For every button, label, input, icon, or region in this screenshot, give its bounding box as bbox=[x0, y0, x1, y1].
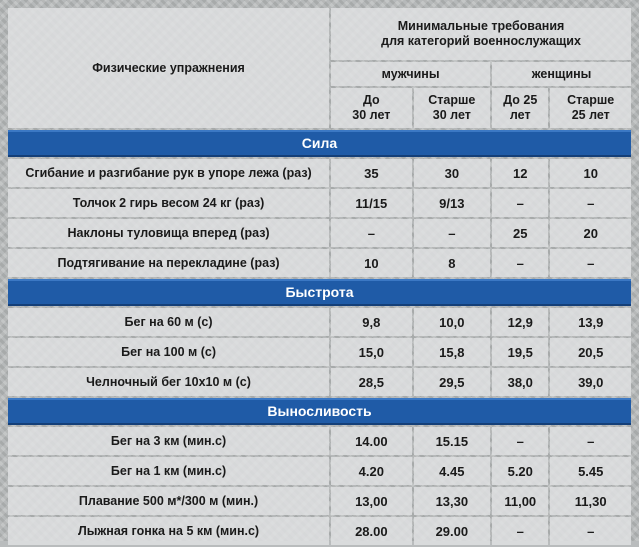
value-men-over-30: 8 bbox=[414, 249, 490, 277]
value-women-under-25: 19,5 bbox=[492, 338, 548, 366]
value-women-over-25: 10 bbox=[550, 159, 631, 187]
section-title: Быстрота bbox=[8, 279, 631, 306]
value-men-over-30: 4.45 bbox=[414, 457, 490, 485]
value-women-under-25: – bbox=[492, 249, 548, 277]
value-women-over-25: 5.45 bbox=[550, 457, 631, 485]
value-men-over-30: 15.15 bbox=[414, 427, 490, 455]
table-row bbox=[8, 368, 631, 396]
value-women-under-25: 5.20 bbox=[492, 457, 548, 485]
value-men-under-30: 28,5 bbox=[331, 368, 412, 396]
value-women-over-25: 20 bbox=[550, 219, 631, 247]
value-women-under-25: – bbox=[492, 517, 548, 545]
table-row bbox=[8, 338, 631, 366]
exercise-name: Бег на 60 м (с) bbox=[8, 308, 329, 336]
section-title: Сила bbox=[8, 130, 631, 157]
header-men-under-30-line2: 30 лет bbox=[352, 108, 391, 122]
value-women-under-25: 25 bbox=[492, 219, 548, 247]
value-men-under-30: 28.00 bbox=[331, 517, 412, 545]
section-row bbox=[8, 130, 631, 157]
value-men-under-30: 13,00 bbox=[331, 487, 412, 515]
table-row bbox=[8, 159, 631, 187]
value-women-under-25: 38,0 bbox=[492, 368, 548, 396]
header-women-over-25-line2: 25 лет bbox=[571, 108, 610, 122]
header-exercises-label: Физические упражнения bbox=[92, 60, 245, 75]
header-requirements-line1: Минимальные требования bbox=[397, 19, 565, 33]
value-men-under-30: 11/15 bbox=[331, 189, 412, 217]
value-men-under-30: 35 bbox=[331, 159, 412, 187]
header-men-under-30 bbox=[331, 88, 412, 128]
header-women-under-25-line2: лет bbox=[509, 108, 531, 122]
value-women-over-25: 39,0 bbox=[550, 368, 631, 396]
value-men-over-30: 29,5 bbox=[414, 368, 490, 396]
exercise-name: Сгибание и разгибание рук в упоре лежа (раз) bbox=[8, 159, 329, 187]
header-requirements bbox=[331, 8, 631, 60]
section-row bbox=[8, 279, 631, 306]
header-men-over-30-line2: 30 лет bbox=[432, 108, 471, 122]
exercise-name: Наклоны туловища вперед (раз) bbox=[8, 219, 329, 247]
exercise-name: Челночный бег 10х10 м (с) bbox=[8, 368, 329, 396]
value-men-under-30: 14.00 bbox=[331, 427, 412, 455]
exercise-name: Бег на 1 км (мин.с) bbox=[8, 457, 329, 485]
header-men-over-30 bbox=[414, 88, 490, 128]
exercise-name: Подтягивание на перекладине (раз) bbox=[8, 249, 329, 277]
value-women-over-25: – bbox=[550, 249, 631, 277]
exercise-name: Бег на 100 м (с) bbox=[8, 338, 329, 366]
value-men-under-30: – bbox=[331, 219, 412, 247]
table-row bbox=[8, 189, 631, 217]
value-men-under-30: 15,0 bbox=[331, 338, 412, 366]
header-women-under-25-line1: До 25 bbox=[503, 93, 538, 107]
value-women-over-25: – bbox=[550, 427, 631, 455]
table-row bbox=[8, 219, 631, 247]
table-row bbox=[8, 487, 631, 515]
section-row bbox=[8, 398, 631, 425]
value-women-under-25: 12 bbox=[492, 159, 548, 187]
header-men-over-30-line1: Старше bbox=[428, 93, 476, 107]
exercise-name: Бег на 3 км (мин.с) bbox=[8, 427, 329, 455]
value-men-over-30: 29.00 bbox=[414, 517, 490, 545]
value-women-over-25: 11,30 bbox=[550, 487, 631, 515]
header-women-over-25 bbox=[550, 88, 631, 128]
exercise-name: Плавание 500 м*/300 м (мин.) bbox=[8, 487, 329, 515]
value-men-under-30: 10 bbox=[331, 249, 412, 277]
value-women-under-25: 12,9 bbox=[492, 308, 548, 336]
value-men-over-30: 15,8 bbox=[414, 338, 490, 366]
header-women bbox=[492, 62, 631, 86]
value-women-under-25: 11,00 bbox=[492, 487, 548, 515]
section-title: Выносливость bbox=[8, 398, 631, 425]
value-women-over-25: 13,9 bbox=[550, 308, 631, 336]
header-requirements-line2: для категорий военнослужащих bbox=[381, 34, 581, 48]
value-women-over-25: 20,5 bbox=[550, 338, 631, 366]
table-row bbox=[8, 249, 631, 277]
value-men-over-30: – bbox=[414, 219, 490, 247]
value-men-over-30: 13,30 bbox=[414, 487, 490, 515]
value-men-over-30: 30 bbox=[414, 159, 490, 187]
header-exercises bbox=[8, 8, 329, 128]
value-women-under-25: – bbox=[492, 427, 548, 455]
header-women-over-25-line1: Старше bbox=[567, 93, 615, 107]
header-men bbox=[331, 62, 490, 86]
value-women-over-25: – bbox=[550, 189, 631, 217]
table-row bbox=[8, 427, 631, 455]
value-women-over-25: – bbox=[550, 517, 631, 545]
header-men-label: мужчины bbox=[381, 66, 440, 81]
exercise-name: Лыжная гонка на 5 км (мин.с) bbox=[8, 517, 329, 545]
header-women-label: женщины bbox=[531, 66, 592, 81]
value-men-under-30: 4.20 bbox=[331, 457, 412, 485]
value-men-under-30: 9,8 bbox=[331, 308, 412, 336]
value-women-under-25: – bbox=[492, 189, 548, 217]
exercise-name: Толчок 2 гирь весом 24 кг (раз) bbox=[8, 189, 329, 217]
header-women-under-25 bbox=[492, 88, 548, 128]
value-men-over-30: 10,0 bbox=[414, 308, 490, 336]
header-men-under-30-line1: До bbox=[362, 93, 380, 107]
table-row bbox=[8, 308, 631, 336]
requirements-table bbox=[6, 6, 633, 547]
value-men-over-30: 9/13 bbox=[414, 189, 490, 217]
table-row bbox=[8, 457, 631, 485]
